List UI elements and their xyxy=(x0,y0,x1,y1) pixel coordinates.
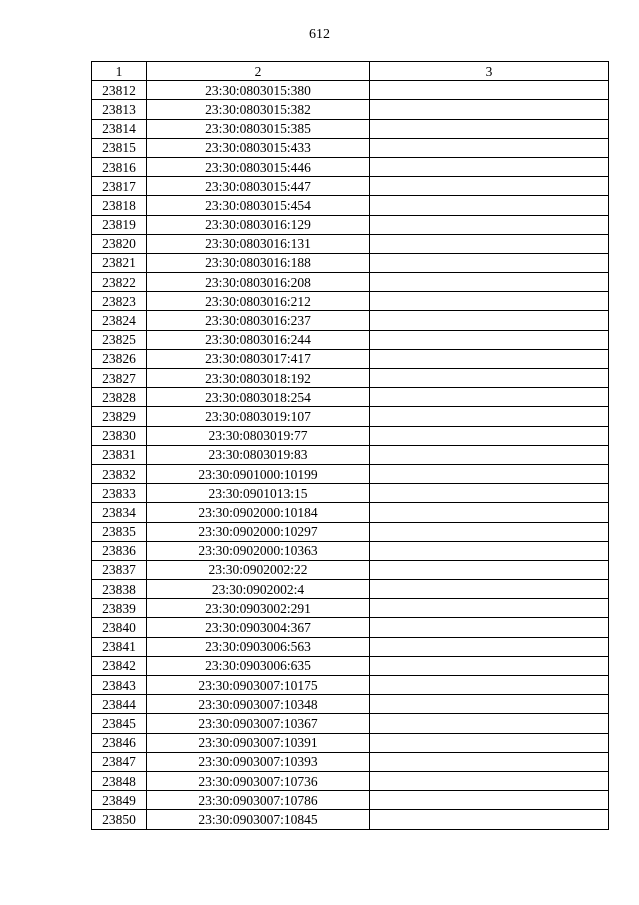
note-cell xyxy=(370,196,609,215)
table-row xyxy=(92,426,609,445)
table-row xyxy=(92,81,609,100)
row-number-cell: 23839 xyxy=(92,599,147,618)
cadastral-number-cell: 23:30:0803016:208 xyxy=(147,273,370,292)
column-header-1: 1 xyxy=(92,62,147,81)
note-cell xyxy=(370,100,609,119)
note-cell xyxy=(370,599,609,618)
table-row xyxy=(92,676,609,695)
cadastral-number-cell: 23:30:0903004:367 xyxy=(147,618,370,637)
row-number-cell: 23834 xyxy=(92,503,147,522)
cadastral-number-cell: 23:30:0902000:10363 xyxy=(147,541,370,560)
row-number-cell: 23829 xyxy=(92,407,147,426)
note-cell xyxy=(370,464,609,483)
table-row xyxy=(92,637,609,656)
row-number-cell: 23822 xyxy=(92,273,147,292)
row-number-cell: 23840 xyxy=(92,618,147,637)
cadastral-number-cell: 23:30:0901000:10199 xyxy=(147,464,370,483)
note-cell xyxy=(370,676,609,695)
table-header xyxy=(92,62,609,81)
table-row xyxy=(92,273,609,292)
cadastral-number-cell: 23:30:0803015:447 xyxy=(147,177,370,196)
table-row xyxy=(92,330,609,349)
note-cell xyxy=(370,656,609,675)
page-number: 612 xyxy=(309,27,330,42)
note-cell xyxy=(370,138,609,157)
note-cell xyxy=(370,733,609,752)
cadastral-number-cell: 23:30:0803015:382 xyxy=(147,100,370,119)
table-row xyxy=(92,369,609,388)
table-body xyxy=(92,81,609,829)
note-cell xyxy=(370,215,609,234)
note-cell xyxy=(370,695,609,714)
row-number-cell: 23843 xyxy=(92,676,147,695)
header-row xyxy=(92,62,609,81)
row-number-cell: 23841 xyxy=(92,637,147,656)
table-row xyxy=(92,580,609,599)
cadastral-number-cell: 23:30:0903002:291 xyxy=(147,599,370,618)
table-row xyxy=(92,138,609,157)
row-number-cell: 23849 xyxy=(92,791,147,810)
note-cell xyxy=(370,253,609,272)
row-number-cell: 23819 xyxy=(92,215,147,234)
note-cell xyxy=(370,522,609,541)
table-row xyxy=(92,215,609,234)
cadastral-number-cell: 23:30:0803015:385 xyxy=(147,119,370,138)
cadastral-number-cell: 23:30:0803019:83 xyxy=(147,445,370,464)
table-row xyxy=(92,464,609,483)
row-number-cell: 23813 xyxy=(92,100,147,119)
table-row xyxy=(92,599,609,618)
row-number-cell: 23821 xyxy=(92,253,147,272)
row-number-cell: 23815 xyxy=(92,138,147,157)
note-cell xyxy=(370,369,609,388)
table-row xyxy=(92,560,609,579)
table-row xyxy=(92,388,609,407)
row-number-cell: 23846 xyxy=(92,733,147,752)
row-number-cell: 23835 xyxy=(92,522,147,541)
cadastral-number-cell: 23:30:0803015:454 xyxy=(147,196,370,215)
row-number-cell: 23838 xyxy=(92,580,147,599)
row-number-cell: 23842 xyxy=(92,656,147,675)
table-row xyxy=(92,119,609,138)
note-cell xyxy=(370,484,609,503)
cadastral-number-cell: 23:30:0903007:10736 xyxy=(147,771,370,790)
row-number-cell: 23824 xyxy=(92,311,147,330)
table-row xyxy=(92,714,609,733)
note-cell xyxy=(370,81,609,100)
cadastral-number-cell: 23:30:0903007:10786 xyxy=(147,791,370,810)
cadastral-number-cell: 23:30:0902000:10184 xyxy=(147,503,370,522)
table-row xyxy=(92,234,609,253)
note-cell xyxy=(370,580,609,599)
cadastral-number-cell: 23:30:0803016:237 xyxy=(147,311,370,330)
cadastral-number-cell: 23:30:0903007:10175 xyxy=(147,676,370,695)
cadastral-number-cell: 23:30:0803016:212 xyxy=(147,292,370,311)
cadastral-number-cell: 23:30:0803016:188 xyxy=(147,253,370,272)
row-number-cell: 23848 xyxy=(92,771,147,790)
cadastral-number-cell: 23:30:0803018:254 xyxy=(147,388,370,407)
cadastral-number-cell: 23:30:0803019:107 xyxy=(147,407,370,426)
table-row xyxy=(92,196,609,215)
table-row xyxy=(92,522,609,541)
cadastral-number-cell: 23:30:0903007:10348 xyxy=(147,695,370,714)
note-cell xyxy=(370,810,609,829)
cadastral-number-cell: 23:30:0903007:10367 xyxy=(147,714,370,733)
table-row xyxy=(92,484,609,503)
column-header-2: 2 xyxy=(147,62,370,81)
note-cell xyxy=(370,407,609,426)
table-row xyxy=(92,100,609,119)
cadastral-number-cell: 23:30:0803015:380 xyxy=(147,81,370,100)
row-number-cell: 23814 xyxy=(92,119,147,138)
table-row xyxy=(92,349,609,368)
cadastral-number-cell: 23:30:0903007:10845 xyxy=(147,810,370,829)
note-cell xyxy=(370,311,609,330)
cadastral-number-cell: 23:30:0803018:192 xyxy=(147,369,370,388)
cadastral-number-cell: 23:30:0902002:22 xyxy=(147,560,370,579)
table-row xyxy=(92,541,609,560)
note-cell xyxy=(370,714,609,733)
cadastral-number-cell: 23:30:0803016:129 xyxy=(147,215,370,234)
row-number-cell: 23833 xyxy=(92,484,147,503)
note-cell xyxy=(370,541,609,560)
table-row xyxy=(92,618,609,637)
table-row xyxy=(92,253,609,272)
row-number-cell: 23845 xyxy=(92,714,147,733)
cadastral-number-cell: 23:30:0902002:4 xyxy=(147,580,370,599)
note-cell xyxy=(370,157,609,176)
note-cell xyxy=(370,503,609,522)
cadastral-number-cell: 23:30:0903006:563 xyxy=(147,637,370,656)
cadastral-number-cell: 23:30:0803016:244 xyxy=(147,330,370,349)
cadastral-number-cell: 23:30:0903006:635 xyxy=(147,656,370,675)
note-cell xyxy=(370,292,609,311)
note-cell xyxy=(370,388,609,407)
row-number-cell: 23847 xyxy=(92,752,147,771)
row-number-cell: 23850 xyxy=(92,810,147,829)
cadastral-number-cell: 23:30:0803015:446 xyxy=(147,157,370,176)
cadastral-number-cell: 23:30:0903007:10391 xyxy=(147,733,370,752)
table-row xyxy=(92,733,609,752)
cadastral-number-cell: 23:30:0902000:10297 xyxy=(147,522,370,541)
row-number-cell: 23837 xyxy=(92,560,147,579)
table-row xyxy=(92,445,609,464)
row-number-cell: 23817 xyxy=(92,177,147,196)
cadastral-number-cell: 23:30:0803016:131 xyxy=(147,234,370,253)
table-row xyxy=(92,752,609,771)
cadastral-number-cell: 23:30:0803019:77 xyxy=(147,426,370,445)
row-number-cell: 23826 xyxy=(92,349,147,368)
table-row xyxy=(92,503,609,522)
note-cell xyxy=(370,771,609,790)
row-number-cell: 23831 xyxy=(92,445,147,464)
row-number-cell: 23820 xyxy=(92,234,147,253)
note-cell xyxy=(370,791,609,810)
cadastral-number-cell: 23:30:0803017:417 xyxy=(147,349,370,368)
cadastral-number-cell: 23:30:0903007:10393 xyxy=(147,752,370,771)
cadastral-number-cell: 23:30:0803015:433 xyxy=(147,138,370,157)
note-cell xyxy=(370,560,609,579)
note-cell xyxy=(370,330,609,349)
note-cell xyxy=(370,637,609,656)
table-row xyxy=(92,292,609,311)
table-row xyxy=(92,810,609,829)
row-number-cell: 23830 xyxy=(92,426,147,445)
note-cell xyxy=(370,234,609,253)
table-row xyxy=(92,771,609,790)
note-cell xyxy=(370,349,609,368)
note-cell xyxy=(370,119,609,138)
row-number-cell: 23812 xyxy=(92,81,147,100)
note-cell xyxy=(370,177,609,196)
registry-table xyxy=(91,61,609,830)
row-number-cell: 23818 xyxy=(92,196,147,215)
note-cell xyxy=(370,273,609,292)
row-number-cell: 23828 xyxy=(92,388,147,407)
table-row xyxy=(92,791,609,810)
table-row xyxy=(92,177,609,196)
cadastral-number-cell: 23:30:0901013:15 xyxy=(147,484,370,503)
note-cell xyxy=(370,426,609,445)
table-row xyxy=(92,695,609,714)
table-row xyxy=(92,157,609,176)
row-number-cell: 23827 xyxy=(92,369,147,388)
row-number-cell: 23823 xyxy=(92,292,147,311)
column-header-3: 3 xyxy=(370,62,609,81)
table-row xyxy=(92,656,609,675)
note-cell xyxy=(370,445,609,464)
row-number-cell: 23832 xyxy=(92,464,147,483)
note-cell xyxy=(370,752,609,771)
table-row xyxy=(92,407,609,426)
table-row xyxy=(92,311,609,330)
row-number-cell: 23844 xyxy=(92,695,147,714)
row-number-cell: 23825 xyxy=(92,330,147,349)
row-number-cell: 23836 xyxy=(92,541,147,560)
row-number-cell: 23816 xyxy=(92,157,147,176)
note-cell xyxy=(370,618,609,637)
